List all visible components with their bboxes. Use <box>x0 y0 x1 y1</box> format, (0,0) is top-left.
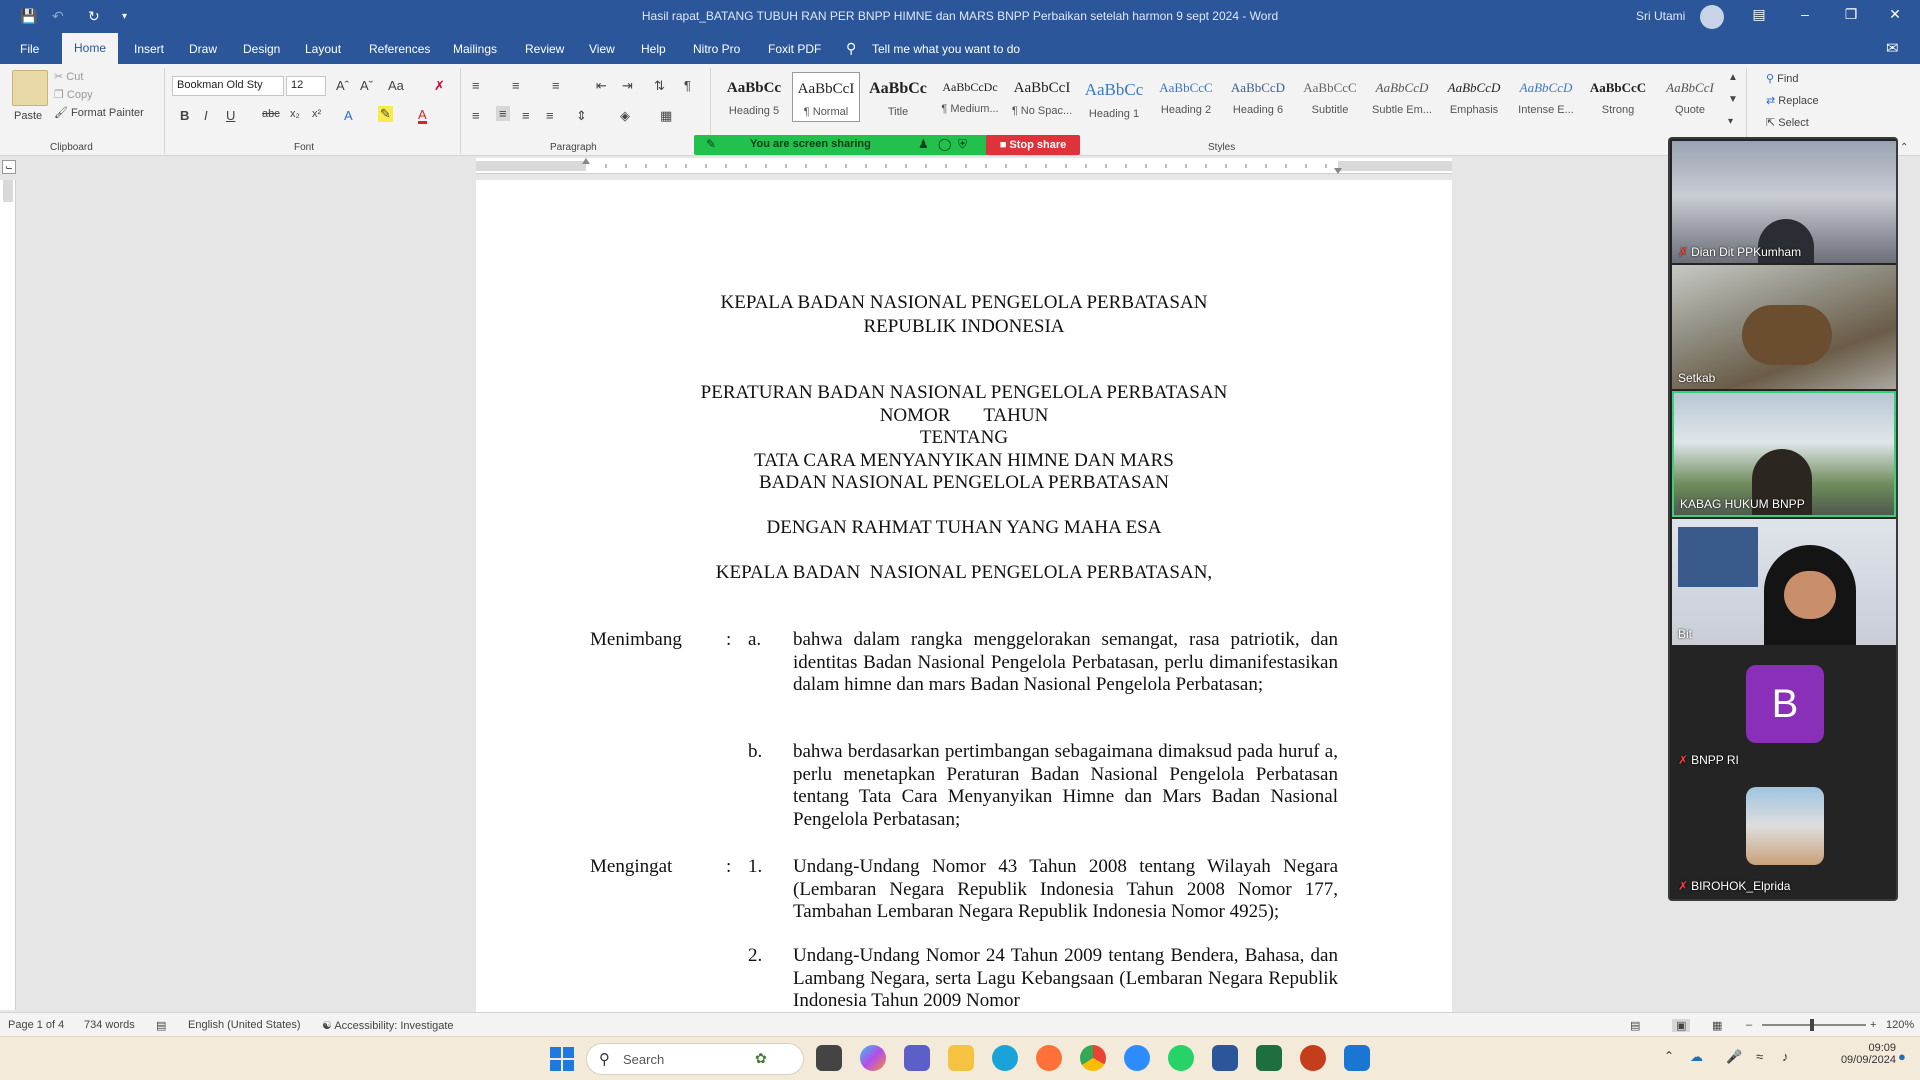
paragraph-group-label: Paragraph <box>550 142 597 153</box>
participant-tile[interactable] <box>1672 265 1896 389</box>
italic-icon[interactable]: I <box>204 108 208 123</box>
style-sample: AaBbCcD <box>1519 80 1573 95</box>
menimbang-text-b: bahwa berdasarkan pertimbangan sebagaimana dimaksud pada huruf a, perlu menetapkan Peraturan Badan Nasional Pengelola Perbatasan tentang Tata Cara Menyanyikan Himne dan Mars Badan Nasional Pengelola Perbatasan; <box>793 741 1338 830</box>
clock-time: 09:09 <box>1868 1042 1896 1054</box>
doc-rahmat: DENGAN RAHMAT TUHAN YANG MAHA ESA <box>766 517 1162 538</box>
collapse-ribbon-icon[interactable]: ⌃ <box>1900 142 1909 153</box>
tab-mailings[interactable]: Mailings <box>453 42 498 56</box>
style-name: Heading 1 <box>1088 108 1140 120</box>
menu-bar <box>0 34 1920 64</box>
teams-icon[interactable] <box>904 1045 930 1071</box>
customize-toolbar-icon[interactable]: ▾ <box>122 11 128 22</box>
close-icon[interactable]: ✕ <box>1889 6 1901 22</box>
styles-gallery <box>716 64 1726 142</box>
participant-video <box>1742 305 1832 365</box>
page-count[interactable]: Page 1 of 4 <box>8 1019 65 1031</box>
line-spacing-icon[interactable]: ⇕ <box>576 108 587 123</box>
copy-label: Copy <box>66 89 93 101</box>
style-heading-2[interactable] <box>1152 72 1220 122</box>
style-sample: AaBbCc <box>869 80 927 97</box>
notifications-icon[interactable]: ● <box>1898 1049 1906 1064</box>
ruler-margin <box>3 180 13 202</box>
file-explorer-icon[interactable] <box>948 1045 974 1071</box>
clipboard-group-label: Clipboard <box>50 142 93 153</box>
participant-name-text: BNPP RI <box>1691 753 1739 767</box>
style-no-spacing[interactable] <box>1008 72 1076 122</box>
tab-draw[interactable]: Draw <box>189 42 218 56</box>
style-sample: AaBbCcC <box>1589 80 1647 95</box>
participant-name-text: BIROHOK_Elprida <box>1691 879 1791 893</box>
windows-logo-icon <box>550 1047 561 1058</box>
whatsapp-icon[interactable] <box>1168 1045 1194 1071</box>
doc-subject-line-1: TATA CARA MENYANYIKAN HIMNE DAN MARS <box>754 450 1174 471</box>
avatar[interactable] <box>1700 5 1724 29</box>
style-name: Title <box>887 106 909 118</box>
align-center-icon[interactable]: ≡ <box>496 106 510 121</box>
find-button[interactable] <box>1766 72 1799 85</box>
mengingat-text-1: Undang-Undang Nomor 43 Tahun 2008 tentang Wilayah Negara (Lembaran Negara Republik Indonesia Tahun 2008 Nomor 177, Tambahan Lembaran Negara Republik Indonesia Nomor 4925); <box>793 856 1338 922</box>
undo-icon[interactable]: ↶ <box>52 8 64 24</box>
horizontal-ruler[interactable] <box>476 158 1452 174</box>
participant-tile[interactable] <box>1672 519 1896 645</box>
doc-tentang: TENTANG <box>919 427 1009 448</box>
mengingat-mark-1: 1. <box>748 856 763 877</box>
superscript-icon[interactable]: x² <box>312 108 322 120</box>
volume-icon[interactable]: ♪ <box>1782 1049 1789 1064</box>
doc-header-line-1: KEPALA BADAN NASIONAL PENGELOLA PERBATASAN <box>720 292 1208 313</box>
font-size-select[interactable]: 12 <box>286 76 326 96</box>
decrease-indent-icon[interactable]: ⇤ <box>596 78 607 93</box>
start-button[interactable] <box>550 1047 574 1071</box>
select-button[interactable] <box>1766 116 1809 129</box>
doc-kepala: KEPALA BADAN NASIONAL PENGELOLA PERBATASAN, <box>715 562 1213 583</box>
style-sample: AaBbCcI <box>797 81 855 97</box>
wifi-icon[interactable]: ≈ <box>1756 1049 1764 1064</box>
search-icon: ⚲ <box>599 1051 610 1068</box>
style-sample: AaBbCcD <box>1375 80 1429 95</box>
find-icon: ⚲ <box>1766 73 1775 85</box>
language-indicator[interactable]: English (United States) <box>188 1019 301 1031</box>
select-icon: ⇱ <box>1766 117 1776 129</box>
participant-name: Bit <box>1678 627 1693 641</box>
participant-name-text: Dian Dit PPKumham <box>1691 245 1802 259</box>
clear-formatting-icon[interactable]: ✗ <box>434 78 445 93</box>
replace-icon: ⇄ <box>1766 95 1776 107</box>
stop-share-button[interactable]: ■ Stop share <box>986 135 1080 155</box>
search-highlight-icon: ✿ <box>755 1050 767 1066</box>
word-count[interactable]: 734 words <box>84 1019 135 1031</box>
doc-subject-line-2: BADAN NASIONAL PENGELOLA PERBATASAN <box>759 472 1169 493</box>
participant-tile[interactable] <box>1672 647 1896 771</box>
proofing-icon[interactable]: ▤ <box>156 1020 167 1032</box>
style-intense-emphasis[interactable] <box>1512 72 1580 122</box>
style-quote[interactable] <box>1656 72 1724 122</box>
style-name: ¶ No Spac... <box>1011 105 1073 117</box>
subscript-icon[interactable]: x₂ <box>290 108 300 120</box>
stop-share-label: Stop share <box>1009 139 1067 151</box>
format-painter-button[interactable]: 🖌 Format Painter <box>54 107 144 119</box>
tab-references[interactable]: References <box>369 42 431 56</box>
zoom-out-icon[interactable]: – <box>1746 1019 1753 1031</box>
mengingat-mark-2: 2. <box>748 945 763 966</box>
style-name: Quote <box>1675 104 1705 116</box>
tab-design[interactable]: Design <box>243 42 281 56</box>
style-name: Strong <box>1601 104 1635 116</box>
group-separator <box>460 68 461 154</box>
mengingat-colon: : <box>726 856 732 877</box>
save-icon[interactable]: 💾 <box>20 8 38 24</box>
styles-scroll-up-icon[interactable]: ▲ <box>1728 72 1738 83</box>
search-placeholder: Search <box>623 1052 665 1067</box>
meeting-video-panel <box>1668 137 1898 901</box>
style-sample: AaBbCcI <box>1666 80 1714 95</box>
replace-button[interactable] <box>1766 94 1819 107</box>
document-page[interactable] <box>476 180 1452 1012</box>
zoom-in-icon[interactable]: + <box>1870 1019 1877 1031</box>
comments-icon[interactable]: ✉ <box>1886 40 1899 57</box>
strikethrough-icon[interactable]: abc <box>262 108 280 120</box>
style-sample: AaBbCcC <box>1303 80 1357 95</box>
zoom-app-icon[interactable] <box>1124 1045 1150 1071</box>
lightbulb-icon: ⚲ <box>846 40 857 56</box>
shrink-font-icon[interactable]: Aˇ <box>360 78 373 93</box>
style-strong[interactable] <box>1584 72 1652 122</box>
participant-tile[interactable] <box>1672 141 1896 263</box>
paste-icon[interactable] <box>12 70 48 106</box>
highlight-icon[interactable]: ✎ <box>380 106 391 121</box>
style-heading-1[interactable] <box>1080 72 1148 122</box>
grow-font-icon[interactable]: Aˆ <box>336 78 349 93</box>
cut-label: Cut <box>66 71 84 83</box>
screen-share-status: You are screen sharing <box>750 138 871 150</box>
tab-home[interactable]: Home <box>62 33 118 64</box>
style-name: ¶ Medium... <box>941 103 999 115</box>
participant-name: Setkab <box>1678 371 1716 385</box>
font-color-icon[interactable]: A <box>418 107 427 122</box>
shield-icon[interactable]: ⛨ <box>958 137 968 151</box>
share-info-icon[interactable]: ◯ <box>938 137 952 151</box>
style-sample: AaBbCcI <box>1013 80 1071 96</box>
muted-mic-icon: ✗ <box>1678 753 1689 767</box>
show-marks-icon[interactable]: ¶ <box>684 78 691 93</box>
style-sample: AaBbCcDc <box>942 80 998 94</box>
style-name: Subtitle <box>1311 104 1349 116</box>
zoom-level[interactable]: 120% <box>1886 1019 1915 1031</box>
zoom-slider-thumb[interactable] <box>1810 1019 1814 1031</box>
zoom-slider[interactable] <box>1762 1024 1866 1026</box>
borders-icon[interactable]: ▦ <box>660 108 673 123</box>
align-left-icon[interactable]: ≡ <box>472 108 480 123</box>
tab-review[interactable]: Review <box>525 42 565 56</box>
tab-view[interactable]: View <box>589 42 615 56</box>
sort-icon[interactable]: ⇅ <box>654 78 665 93</box>
tab-layout[interactable]: Layout <box>305 42 342 56</box>
mengingat-label: Mengingat <box>590 856 673 877</box>
accessibility-icon: ☯ <box>322 1020 332 1032</box>
menimbang-text-a: bahwa dalam rangka menggelorakan semangat, rasa patriotik, dan identitas Badan Nasional Pengelola Perbatasan, perlu dimanifestasikan dalam himne dan mars Badan Nasional Pengelola Perbatasan; <box>793 629 1338 695</box>
participant-tile-active-speaker[interactable] <box>1672 391 1896 517</box>
style-subtle-emphasis[interactable] <box>1368 72 1436 122</box>
bold-icon[interactable]: B <box>180 108 190 123</box>
minimize-icon[interactable]: – <box>1801 6 1809 22</box>
participant-name <box>1678 879 1790 893</box>
windows-logo-icon <box>550 1060 561 1071</box>
muted-mic-icon: ✗ <box>1678 245 1689 259</box>
paste-button[interactable]: Paste <box>14 110 43 122</box>
styles-more-icon[interactable]: ▾ <box>1728 116 1734 127</box>
style-name: Intense E... <box>1518 104 1574 116</box>
powerpoint-icon[interactable] <box>1300 1045 1326 1071</box>
style-subtitle[interactable] <box>1296 72 1364 122</box>
restore-icon[interactable]: ❐ <box>1844 6 1858 22</box>
justify-icon[interactable]: ≡ <box>546 108 554 123</box>
windows-logo-icon <box>563 1060 574 1071</box>
menimbang-label: Menimbang <box>590 629 682 650</box>
multilevel-list-icon[interactable]: ≡ <box>552 78 560 93</box>
share-grip-icon[interactable]: ✎ <box>706 137 717 151</box>
copy-button[interactable]: ❐ Copy <box>54 89 93 101</box>
doc-header-line-2: REPUBLIK INDONESIA <box>863 316 1065 337</box>
status-bar <box>0 1012 1920 1036</box>
style-sample: AaBbCc <box>1084 80 1144 99</box>
styles-scroll-down-icon[interactable]: ▼ <box>1728 94 1738 105</box>
format-painter-label: Format Painter <box>71 107 144 119</box>
doc-nomor-line: NOMOR TAHUN <box>879 405 1049 426</box>
style-sample: AaBbCcD <box>1230 80 1286 95</box>
style-heading-6[interactable] <box>1224 72 1292 122</box>
menimbang-colon: : <box>726 629 732 650</box>
accessibility-label: Accessibility: Investigate <box>334 1020 454 1032</box>
clock-date: 09/09/2024 <box>1840 1054 1896 1066</box>
replace-label: Replace <box>1778 95 1819 107</box>
tab-selector-icon[interactable]: ⌙ <box>2 160 16 174</box>
increase-indent-icon[interactable]: ⇥ <box>622 78 633 93</box>
tab-insert[interactable]: Insert <box>134 42 165 56</box>
user-name[interactable]: Sri Utami <box>1636 9 1686 23</box>
tab-help[interactable]: Help <box>641 42 666 56</box>
document-title: Hasil rapat_BATANG TUBUH RAN PER BNPP HIMNE dan MARS BNPP Perbaikan setelah harmon 9 sept 2024 - Word <box>641 9 1279 23</box>
taskbar <box>0 1036 1920 1080</box>
bullets-icon[interactable]: ≡ <box>472 78 480 93</box>
style-heading-5[interactable] <box>720 72 788 122</box>
style-name: Emphasis <box>1449 104 1499 116</box>
style-name: Heading 5 <box>728 105 780 117</box>
tab-nitro-pro[interactable]: Nitro Pro <box>693 42 741 56</box>
numbering-icon[interactable]: ≡ <box>512 78 520 93</box>
style-sample: AaBbCcC <box>1159 80 1213 95</box>
task-view-icon[interactable] <box>816 1045 842 1071</box>
ribbon-display-icon[interactable]: ▤ <box>1752 6 1766 22</box>
onedrive-icon[interactable]: ☁ <box>1690 1049 1703 1064</box>
mengingat-text-2: Undang-Undang Nomor 24 Tahun 2009 tentang Bendera, Bahasa, dan Lambang Negara, serta Lagu Kebangsaan (Lembaran Negara Republik Indonesia Tahun 2009 Nomor <box>793 945 1338 1011</box>
tab-file[interactable]: File <box>20 42 40 56</box>
align-right-icon[interactable]: ≡ <box>522 108 530 123</box>
participants-icon[interactable]: ♟ <box>918 137 929 151</box>
cut-button[interactable]: ✂ Cut <box>54 71 84 83</box>
doc-regulation-title: PERATURAN BADAN NASIONAL PENGELOLA PERBATASAN <box>700 382 1228 403</box>
style-name: Heading 6 <box>1232 104 1284 116</box>
taskbar-search[interactable] <box>586 1043 804 1075</box>
print-layout-icon[interactable]: ▣ <box>1672 1019 1690 1032</box>
ruler-ticks <box>476 158 1452 174</box>
participant-initial-avatar: B <box>1746 665 1824 743</box>
title-bar <box>0 0 1920 34</box>
clock[interactable] <box>1836 1042 1896 1066</box>
style-normal[interactable] <box>792 72 860 122</box>
style-name: ¶ Normal <box>803 106 849 118</box>
word-icon[interactable] <box>1212 1045 1238 1071</box>
excel-icon[interactable] <box>1256 1045 1282 1071</box>
redo-icon[interactable]: ↻ <box>88 8 100 24</box>
style-name: Heading 2 <box>1160 104 1212 116</box>
underline-icon[interactable]: U <box>226 108 236 123</box>
participant-tile[interactable] <box>1672 773 1896 897</box>
find-label: Find <box>1777 73 1799 85</box>
font-name-select[interactable]: Bookman Old Sty <box>172 76 284 96</box>
muted-mic-icon: ✗ <box>1678 879 1689 893</box>
read-mode-icon[interactable]: ▤ <box>1630 1020 1641 1032</box>
participant-name <box>1678 753 1739 767</box>
participant-name <box>1678 245 1801 259</box>
background-poster <box>1678 527 1758 587</box>
screen-share-bar <box>694 135 1080 155</box>
style-title[interactable] <box>864 72 932 122</box>
microphone-icon[interactable]: 🎤 <box>1726 1049 1743 1064</box>
font-group-label: Font <box>294 142 315 153</box>
vertical-ruler[interactable] <box>0 180 16 1010</box>
tab-foxit-pdf[interactable]: Foxit PDF <box>768 42 822 56</box>
accessibility-checker[interactable] <box>322 1019 454 1032</box>
style-emphasis[interactable] <box>1440 72 1508 122</box>
windows-logo-icon <box>563 1047 574 1058</box>
style-name: Subtle Em... <box>1372 104 1432 116</box>
participant-face <box>1784 571 1836 619</box>
edge-icon[interactable] <box>992 1045 1018 1071</box>
style-sample: AaBbCc <box>726 80 782 96</box>
group-separator <box>164 68 165 154</box>
menimbang-mark-a: a. <box>748 629 762 650</box>
copilot-icon[interactable] <box>860 1045 886 1071</box>
shading-icon[interactable]: ◈ <box>620 108 630 123</box>
show-hidden-icons-icon[interactable]: ⌃ <box>1664 1049 1675 1063</box>
styles-group-label: Styles <box>1208 142 1236 153</box>
participant-name: KABAG HUKUM BNPP <box>1680 497 1805 511</box>
chrome-icon[interactable] <box>1080 1045 1106 1071</box>
participant-photo-avatar <box>1746 787 1824 865</box>
menimbang-mark-b: b. <box>748 741 763 762</box>
text-effects-icon[interactable]: A <box>344 108 353 123</box>
web-layout-icon[interactable]: ▦ <box>1712 1020 1723 1032</box>
tell-me-input[interactable]: Tell me what you want to do <box>872 42 1021 56</box>
change-case-icon[interactable]: Aa <box>388 78 404 93</box>
firefox-icon[interactable] <box>1036 1045 1062 1071</box>
style-medium[interactable] <box>936 72 1004 122</box>
style-sample: AaBbCcD <box>1447 80 1501 95</box>
app-icon[interactable] <box>1344 1045 1370 1071</box>
select-label: Select <box>1778 117 1809 129</box>
